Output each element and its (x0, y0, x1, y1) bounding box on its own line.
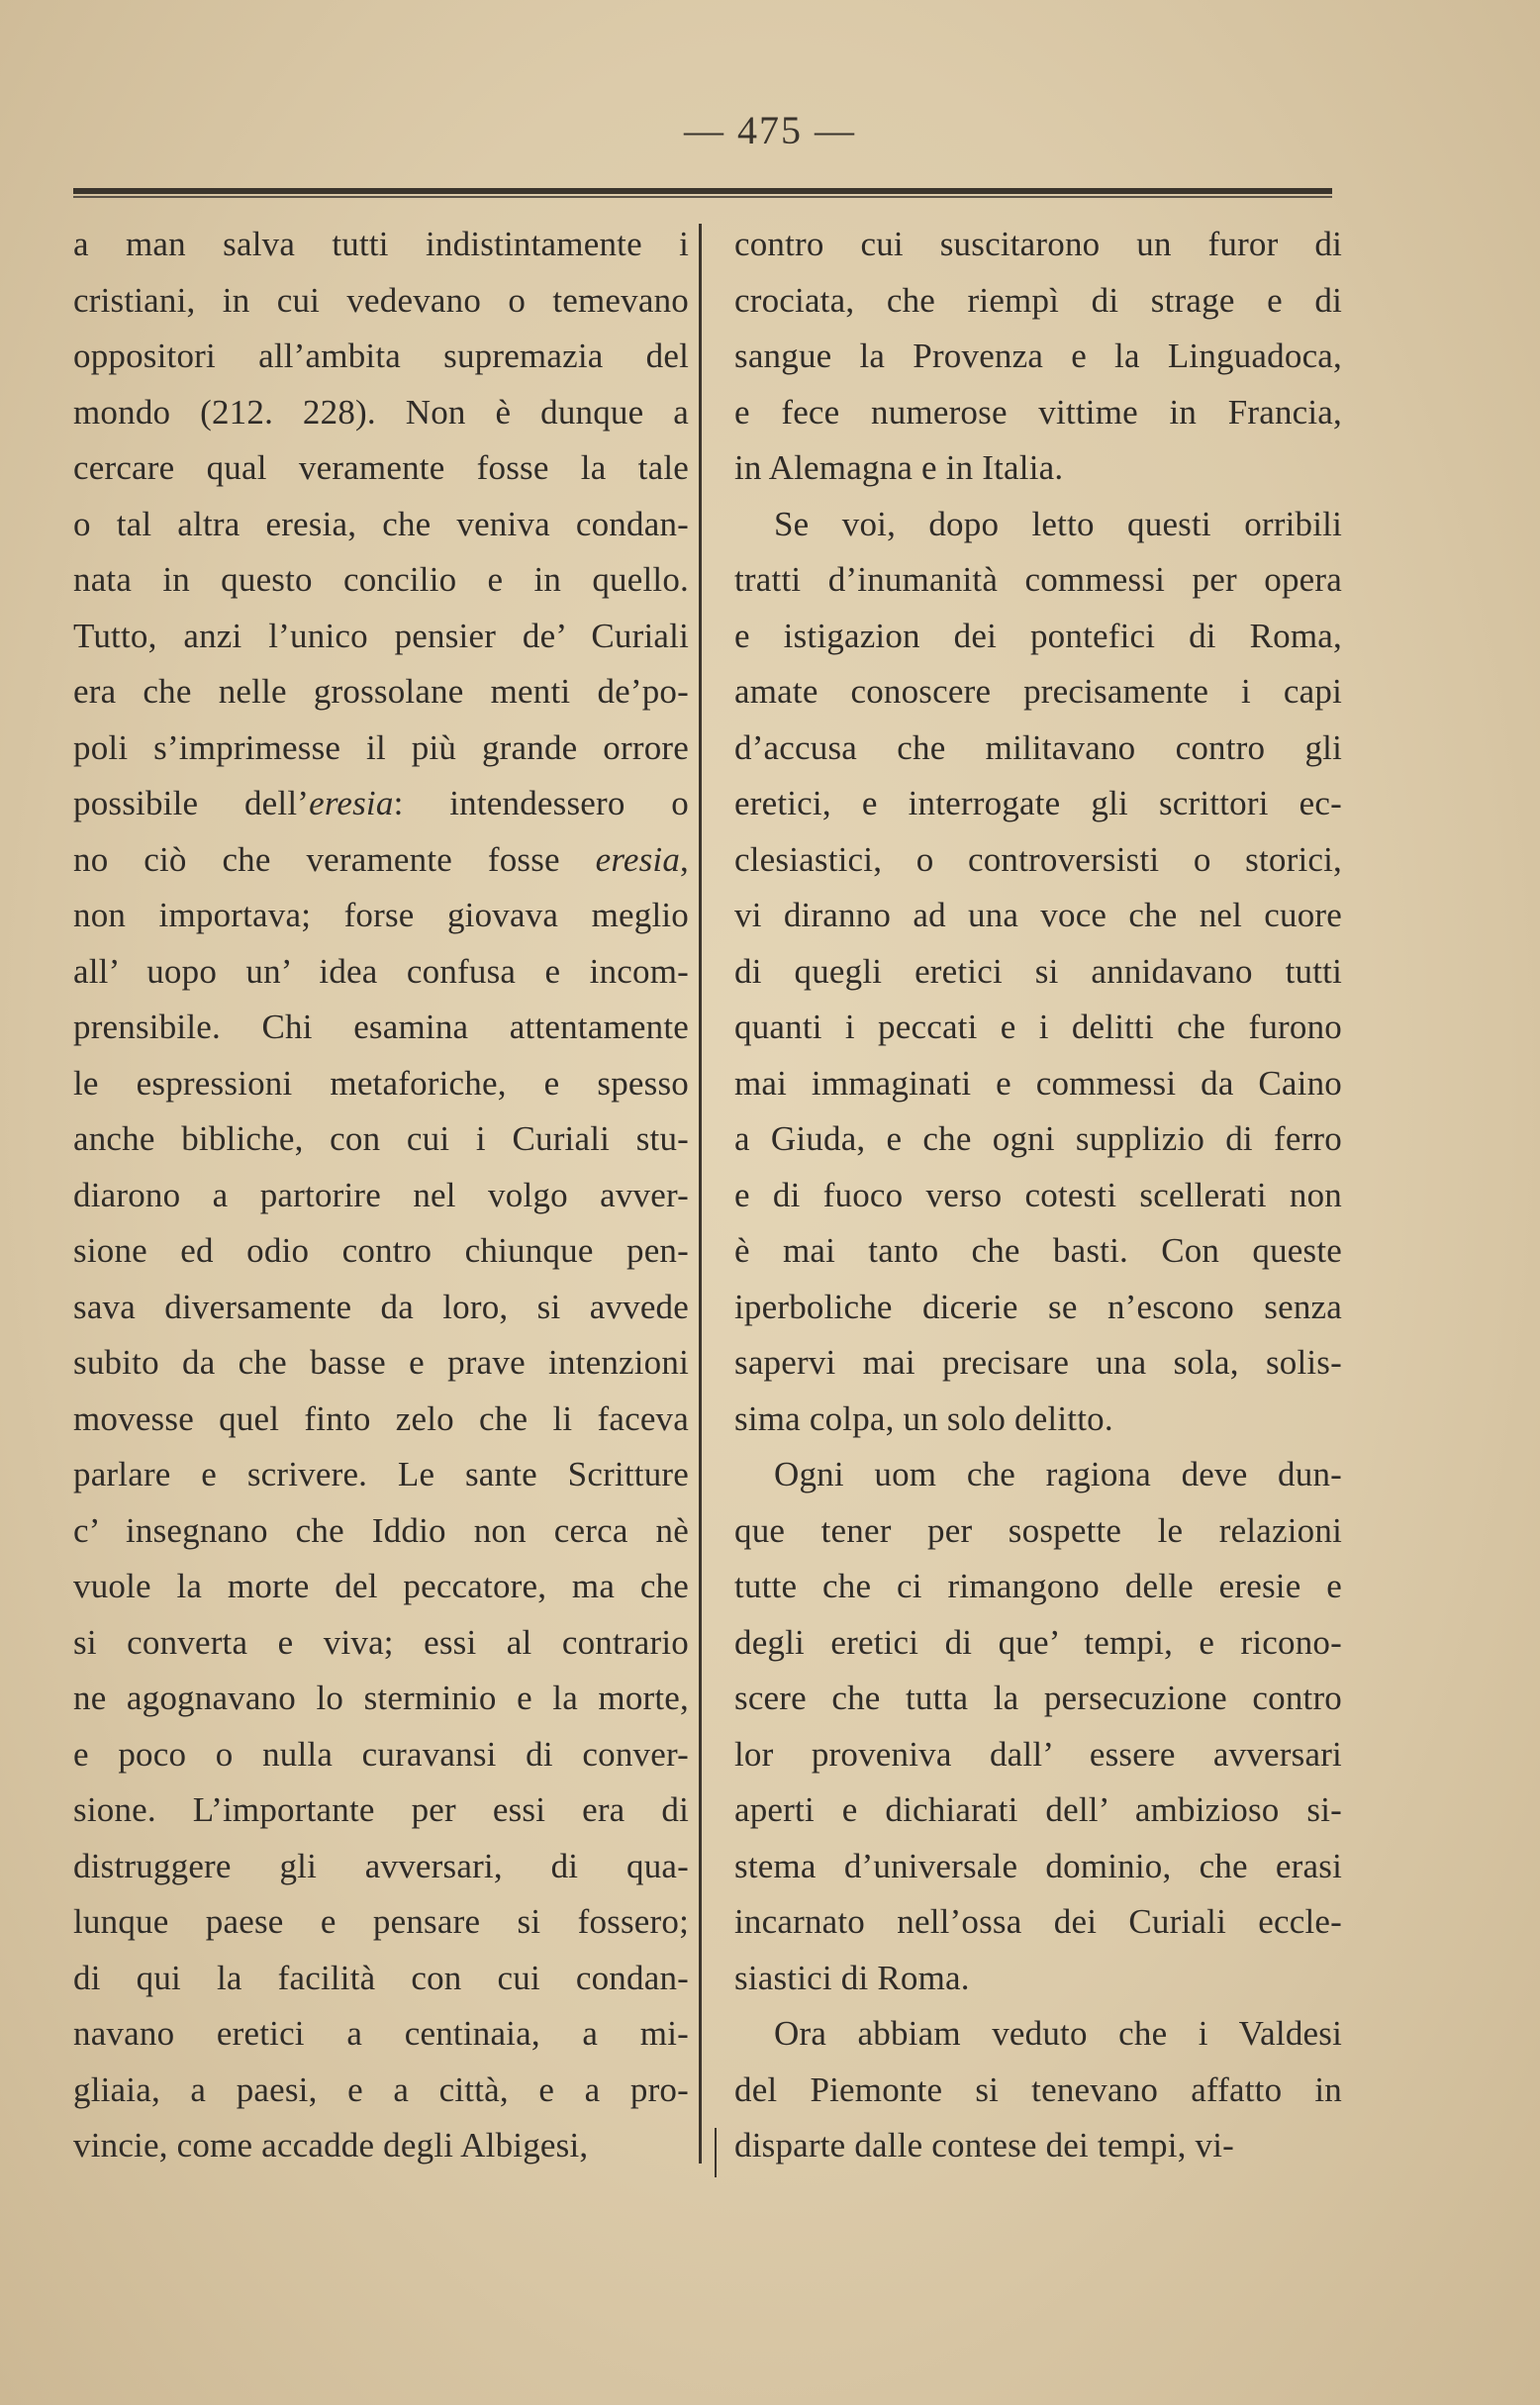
text-line: sima colpa, un solo delitto. (734, 1398, 1113, 1438)
text-line: oppositori all’ambita supremazia del (73, 337, 689, 375)
text-line: contro cui suscitarono un furor di (734, 225, 1342, 263)
text-line: di qui la facilità con cui condan- (73, 1958, 689, 1997)
text-line: stema d’universale dominio, che erasi (734, 1846, 1342, 1885)
text-line: Se voi, dopo letto questi orribili (774, 504, 1342, 543)
text-line: a man salva tutti indistintamente i (73, 225, 689, 263)
text-line: Tutto, anzi l’unico pensier de’ Curiali (73, 616, 689, 655)
page-number: — 475 — (684, 108, 856, 152)
text-line: quanti i peccati e i delitti che furono (734, 1008, 1342, 1046)
text-line: eretici, e interrogate gli scrittori ec- (734, 784, 1342, 822)
text-line: cristiani, in cui vedevano o temevano (73, 280, 689, 320)
text-line: prensibile. Chi esamina attentamente (73, 1008, 689, 1046)
text-line: diarono a partorire nel volgo avver- (73, 1175, 689, 1214)
text-line: movesse quel finto zelo che li faceva (73, 1398, 689, 1438)
text-line: del Piemonte si tenevano affatto in (734, 2069, 1342, 2109)
text-line: era che nelle grossolane menti de’po- (73, 672, 689, 711)
text-line: all’ uopo un’ idea confusa e incom- (73, 951, 689, 991)
text-line: nata in questo concilio e in quello. (73, 560, 689, 599)
text-line: parlare e scrivere. Le sante Scritture (73, 1455, 689, 1493)
text-line: disparte dalle contese dei tempi, vi- (734, 2126, 1235, 2164)
text-line: crociata, che riempì di strage e di (734, 280, 1342, 320)
text-line: si converta e viva; essi al contrario (73, 1622, 689, 1662)
column-divider (699, 224, 702, 2164)
text-line: c’ insegnano che Iddio non cerca nè (73, 1510, 689, 1550)
text-line: gliaia, a paesi, e a città, e a pro- (73, 2069, 689, 2109)
text-line: tratti d’inumanità commessi per opera (734, 560, 1342, 599)
text-line: ne agognavano lo sterminio e la morte, (73, 1679, 689, 1717)
text-line: siastici di Roma. (734, 1958, 970, 1997)
text-line: distruggere gli avversari, di qua- (73, 1846, 689, 1885)
text-line: mai immaginati e commessi da Caino (734, 1063, 1342, 1103)
text-line: que tener per sospette le relazioni (734, 1510, 1342, 1550)
text-line: sava diversamente da loro, si avvede (73, 1287, 689, 1326)
text-line: clesiastici, o controversisti o storici, (734, 839, 1342, 879)
text-line: mondo (212. 228). Non è dunque a (73, 392, 689, 432)
text-line: vuole la morte del peccatore, ma che (73, 1567, 689, 1605)
text-line: e fece numerose vittime in Francia, (734, 392, 1342, 432)
right-column (734, 217, 1342, 2174)
text-line: lor proveniva dall’ essere avversari (734, 1734, 1342, 1774)
text-line: vincie, come accadde degli Albigesi, (73, 2126, 589, 2164)
text-line: di quegli eretici si annidavano tutti (734, 951, 1342, 991)
text-line: subito da che basse e prave intenzioni (73, 1343, 689, 1382)
column-divider-tail (715, 2128, 717, 2177)
text-line: sione ed odio contro chiunque pen- (73, 1231, 689, 1270)
text-line: possibile dell’eresia: intendessero o (73, 784, 689, 822)
text-line: degli eretici di que’ tempi, e ricono- (734, 1622, 1342, 1662)
text-line: lunque paese e pensare si fossero; (73, 1902, 689, 1941)
text-line: amate conoscere precisamente i capi (734, 672, 1342, 711)
text-line: Ogni uom che ragiona deve dun- (774, 1455, 1342, 1493)
text-line: e di fuoco verso cotesti scellerati non (734, 1175, 1342, 1214)
text-line: a Giuda, e che ogni supplizio di ferro (734, 1119, 1342, 1158)
text-line: e istigazion dei pontefici di Roma, (734, 616, 1342, 655)
text-line: le espressioni metaforiche, e spesso (73, 1063, 689, 1103)
text-line: scere che tutta la persecuzione contro (734, 1679, 1342, 1717)
text-line: iperboliche dicerie se n’escono senza (734, 1287, 1342, 1326)
text-line: aperti e dichiarati dell’ ambizioso si- (734, 1790, 1342, 1829)
text-line: no ciò che veramente fosse eresia, (73, 839, 689, 879)
text-line: non importava; forse giovava meglio (73, 896, 689, 934)
text-line: navano eretici a centinaia, a mi- (73, 2014, 689, 2053)
text-line: poli s’imprimesse il più grande orrore (73, 727, 689, 767)
text-line: o tal altra eresia, che veniva condan- (73, 504, 689, 543)
text-line: sapervi mai precisare una sola, solis- (734, 1343, 1342, 1382)
text-line: tutte che ci rimangono delle eresie e (734, 1567, 1342, 1605)
text-line: sione. L’importante per essi era di (73, 1790, 689, 1829)
text-line: Ora abbiam veduto che i Valdesi (774, 2014, 1342, 2053)
text-line: vi diranno ad una voce che nel cuore (734, 896, 1342, 934)
text-line: d’accusa che militavano contro gli (734, 727, 1342, 767)
text-line: è mai tanto che basti. Con queste (734, 1231, 1342, 1270)
text-line: e poco o nulla curavansi di conver- (73, 1734, 689, 1774)
header-rule (73, 188, 1332, 198)
left-column (73, 217, 689, 2174)
text-line: incarnato nell’ossa dei Curiali eccle- (734, 1902, 1342, 1941)
text-line: sangue la Provenza e la Linguadoca, (734, 337, 1342, 375)
text-line: in Alemagna e in Italia. (734, 448, 1064, 487)
text-line: cercare qual veramente fosse la tale (73, 448, 689, 487)
text-line: anche bibliche, con cui i Curiali stu- (73, 1119, 689, 1158)
